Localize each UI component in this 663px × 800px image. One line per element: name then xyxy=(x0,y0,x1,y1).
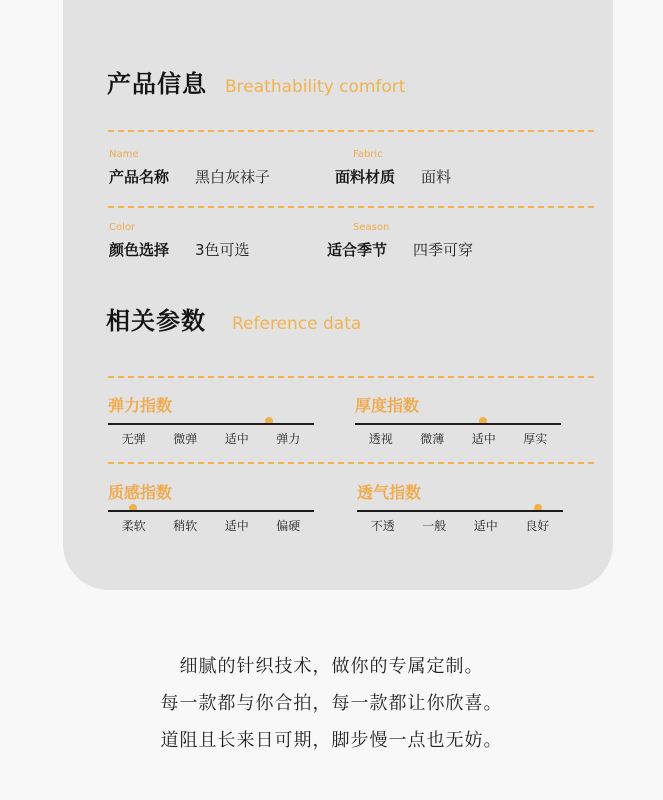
level-label: 厚实 xyxy=(523,432,548,446)
divider xyxy=(108,130,594,132)
index-texture xyxy=(108,480,314,533)
field-season xyxy=(327,222,473,260)
product-info-heading xyxy=(107,64,405,99)
level-label: 柔软 xyxy=(121,519,146,533)
level-label: 无弹 xyxy=(121,432,146,446)
level-label: 稍软 xyxy=(173,519,198,533)
tagline-line: 每一款都与你合拍，每一款都让你欣喜。 xyxy=(160,693,503,714)
level-label: 适中 xyxy=(224,519,249,533)
field-value: 黑白灰袜子 xyxy=(195,168,271,186)
product-info-subtitle: Breathability comfort xyxy=(225,77,406,97)
divider xyxy=(108,206,594,208)
level-label: 适中 xyxy=(473,519,498,533)
index-thickness xyxy=(355,393,561,446)
index-levels xyxy=(108,517,314,534)
index-elasticity xyxy=(108,393,314,446)
level-label: 微弹 xyxy=(173,432,198,446)
index-levels xyxy=(108,430,314,447)
index-levels xyxy=(355,430,561,447)
index-title: 厚度指数 xyxy=(355,396,420,415)
index-levels xyxy=(357,517,563,534)
field-key: 颜色选择 xyxy=(109,241,170,259)
reference-heading xyxy=(106,301,361,336)
level-label: 微薄 xyxy=(420,432,445,446)
index-title: 质感指数 xyxy=(108,483,173,502)
field-label-en: Fabric xyxy=(353,149,383,160)
level-label: 适中 xyxy=(224,432,249,446)
index-track xyxy=(108,510,314,512)
level-label: 偏硬 xyxy=(276,519,301,533)
index-breathability xyxy=(357,480,563,533)
field-color xyxy=(109,222,250,260)
tagline-line: 细腻的针织技术，做你的专属定制。 xyxy=(179,656,484,677)
field-value: 3色可选 xyxy=(195,241,250,259)
reference-title: 相关参数 xyxy=(106,307,206,335)
field-label-en: Color xyxy=(109,222,136,233)
level-label: 适中 xyxy=(471,432,496,446)
field-label-en: Name xyxy=(109,149,139,160)
field-key: 产品名称 xyxy=(109,168,170,186)
reference-subtitle: Reference data xyxy=(232,314,362,334)
field-key: 适合季节 xyxy=(327,241,388,259)
tagline-text xyxy=(0,648,663,759)
field-value: 四季可穿 xyxy=(413,241,474,259)
index-track xyxy=(357,510,563,512)
divider xyxy=(108,462,594,464)
product-info-title: 产品信息 xyxy=(107,70,207,98)
index-title: 弹力指数 xyxy=(108,396,173,415)
level-label: 良好 xyxy=(525,519,550,533)
index-track xyxy=(355,423,561,425)
field-label-en: Season xyxy=(353,222,390,233)
level-label: 透视 xyxy=(368,432,393,446)
field-value: 面料 xyxy=(421,168,452,186)
tagline-line: 道阻且长来日可期，脚步慢一点也无妨。 xyxy=(160,730,503,751)
level-label: 弹力 xyxy=(276,432,301,446)
divider xyxy=(108,376,594,378)
field-name xyxy=(109,149,270,187)
index-title: 透气指数 xyxy=(357,483,422,502)
level-label: 一般 xyxy=(422,519,447,533)
index-track xyxy=(108,423,314,425)
level-label: 不透 xyxy=(370,519,395,533)
field-key: 面料材质 xyxy=(335,168,396,186)
field-fabric xyxy=(335,149,451,187)
